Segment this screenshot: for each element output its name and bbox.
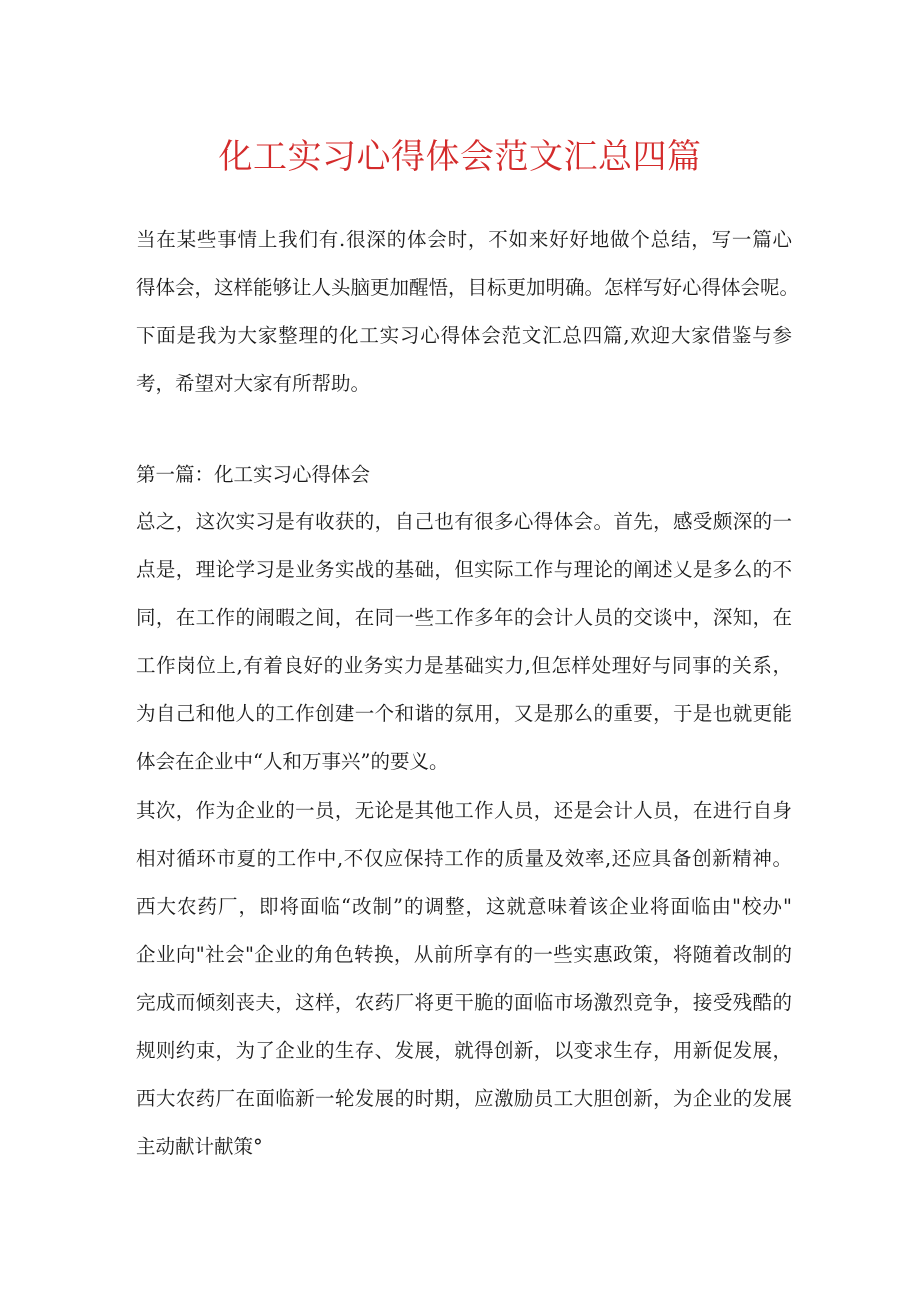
paragraph-line: 完成而倾刻丧夫，这样，农药厂将更干脆的面临市场激烈竞争，接受残酷的 <box>136 991 792 1014</box>
paragraph-line: 同，在工作的闹暇之间，在同一些工作多年的会计人员的交谈中，深知，在 <box>136 606 792 629</box>
document-title: 化工实习心得体会范文汇总四篇 <box>218 137 702 177</box>
intro-line: 当在某些事情上我们有.很深的体会时，不如来好好地做个总结，写一篇心 <box>136 228 792 251</box>
paragraph-line: 为自己和他人的工作创建一个和谐的氛用，又是那么的重要，于是也就更能 <box>136 702 792 725</box>
paragraph-one <box>136 498 792 786</box>
section-heading <box>136 451 792 499</box>
paragraph-line: 西大农药厂在面临新一轮发展的时期，应激励员工大胆创新，为企业的发展 <box>136 1087 792 1110</box>
paragraph-line: 工作岗位上,有着良好的业务实力是基础实力,但怎样处理好与同事的关系， <box>136 654 792 677</box>
intro-line: 下面是我为大家整理的化工实习心得体会范文汇总四篇,欢迎大家借鉴与参 <box>136 324 792 347</box>
intro-paragraph <box>136 216 800 408</box>
paragraph-line: 相对循环市夏的工作中,不仅应保持工作的质量及效率,还应具备创新精神。 <box>136 847 792 870</box>
paragraph-line: 企业向"社会"企业的角色转换，从前所享有的一些实惠政策，将随着改制的 <box>136 943 792 966</box>
paragraph-line: 总之，这次实习是有收获的，自己也有很多心得体会。首先，感受颇深的一 <box>136 510 792 533</box>
section-heading-text: 第一篇：化工实习心得体会 <box>136 463 371 486</box>
paragraph-line: 体会在企业中“人和万事兴”的要义。 <box>136 750 449 773</box>
paragraph-line: 点是，理论学习是业务实战的基础，但实际工作与理论的阐述乂是多么的不 <box>136 558 792 581</box>
paragraph-line: 西大农药厂，即将面临“改制”的调整，这就意味着该企业将面临由"校办" <box>136 895 792 918</box>
paragraph-line: 主动献计献策° <box>136 1135 263 1158</box>
paragraph-line: 规则约束，为了企业的生存、发展，就得创新，以变求生存，用新促发展， <box>136 1039 792 1062</box>
intro-line: 得体会，这样能够让人头脑更加醒悟，目标更加明确。怎样写好心得体会呢。 <box>136 276 800 299</box>
paragraph-two <box>136 787 792 1171</box>
paragraph-line: 其次，作为企业的一员，无论是其他工作人员，还是会计人员，在进行自身 <box>136 799 792 822</box>
intro-line: 考，希望对大家有所帮助。 <box>136 372 371 395</box>
